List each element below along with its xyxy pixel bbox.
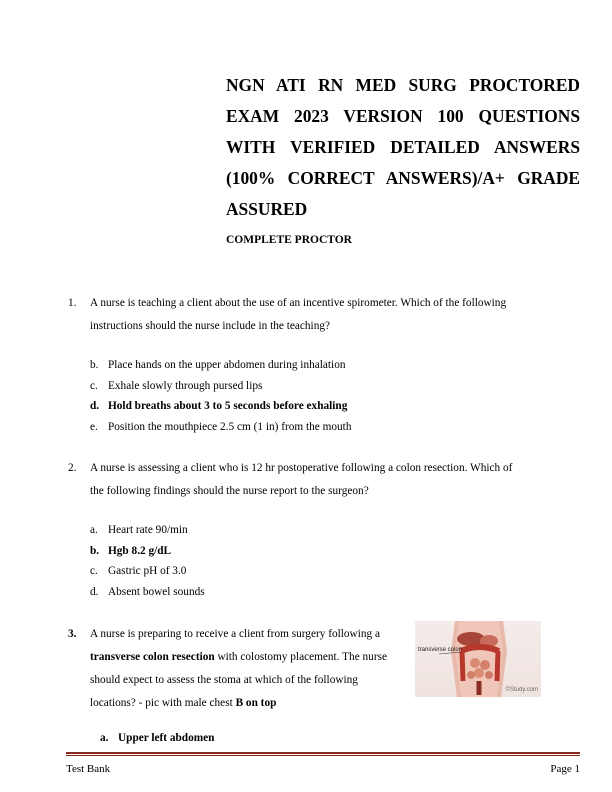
colon-anatomy-image [415, 621, 541, 697]
question-line: A nurse is assessing a client who is 12 hr postoperative following a colon resection. Which of [90, 462, 513, 474]
figure-credit: ©Study.com [505, 687, 538, 693]
figure-label: transverse colon [418, 647, 463, 653]
page-number: Page 1 [550, 763, 580, 775]
question-line: locations? - pic with male chest B on top [90, 697, 277, 709]
answer-option-correct: b. Hgb 8.2 g/dL [90, 544, 172, 557]
footer-label: Test Bank [66, 763, 111, 775]
document-subtitle: COMPLETE PROCTOR [226, 234, 352, 246]
question-text [90, 292, 538, 338]
question-line: transverse colon resection with colostomy placement. The nurse [90, 651, 387, 663]
question-line: A nurse is preparing to receive a client from surgery following a [90, 628, 380, 640]
answer-option: b. Place hands on the upper abdomen during inhalation [90, 359, 346, 371]
question-number: 1. [68, 297, 77, 309]
document-title [226, 70, 580, 225]
footer-divider-thin [66, 755, 580, 756]
footer-divider [66, 752, 580, 754]
answer-option: c. Gastric pH of 3.0 [90, 565, 187, 577]
question-text [90, 457, 538, 503]
question-1 [68, 292, 538, 338]
answer-option: d. Absent bowel sounds [90, 585, 205, 598]
question-line: the following findings should the nurse report to the surgeon? [90, 485, 369, 497]
title-line-5: ASSURED [226, 199, 308, 219]
title-line-3: WITH VERIFIED DETAILED ANSWERS [226, 137, 580, 157]
question-2 [68, 457, 538, 503]
answer-option-correct: d. Hold breaths about 3 to 5 seconds before exhaling [90, 400, 348, 412]
title-line-1: NGN ATI RN MED SURG PROCTORED [226, 75, 580, 95]
question-number: 2. [68, 462, 77, 474]
answer-option-correct: a. Upper left abdomen [100, 732, 215, 744]
colon-anatomy-illustration [415, 621, 541, 697]
question-3 [68, 623, 408, 715]
question-line: A nurse is teaching a client about the use of an incentive spirometer. Which of the following [90, 297, 507, 309]
question-line: should expect to assess the stoma at which of the following [90, 674, 358, 686]
question-line: instructions should the nurse include in the teaching? [90, 320, 331, 332]
answer-option: e. Position the mouthpiece 2.5 cm (1 in) from the mouth [90, 420, 352, 433]
answer-option: c. Exhale slowly through pursed lips [90, 379, 263, 392]
answer-option: a. Heart rate 90/min [90, 524, 188, 536]
question-number: 3. [68, 628, 77, 640]
title-line-2: EXAM 2023 VERSION 100 QUESTIONS [226, 106, 580, 126]
title-line-4: (100% CORRECT ANSWERS)/A+ GRADE [226, 168, 580, 188]
question-text [90, 623, 408, 715]
